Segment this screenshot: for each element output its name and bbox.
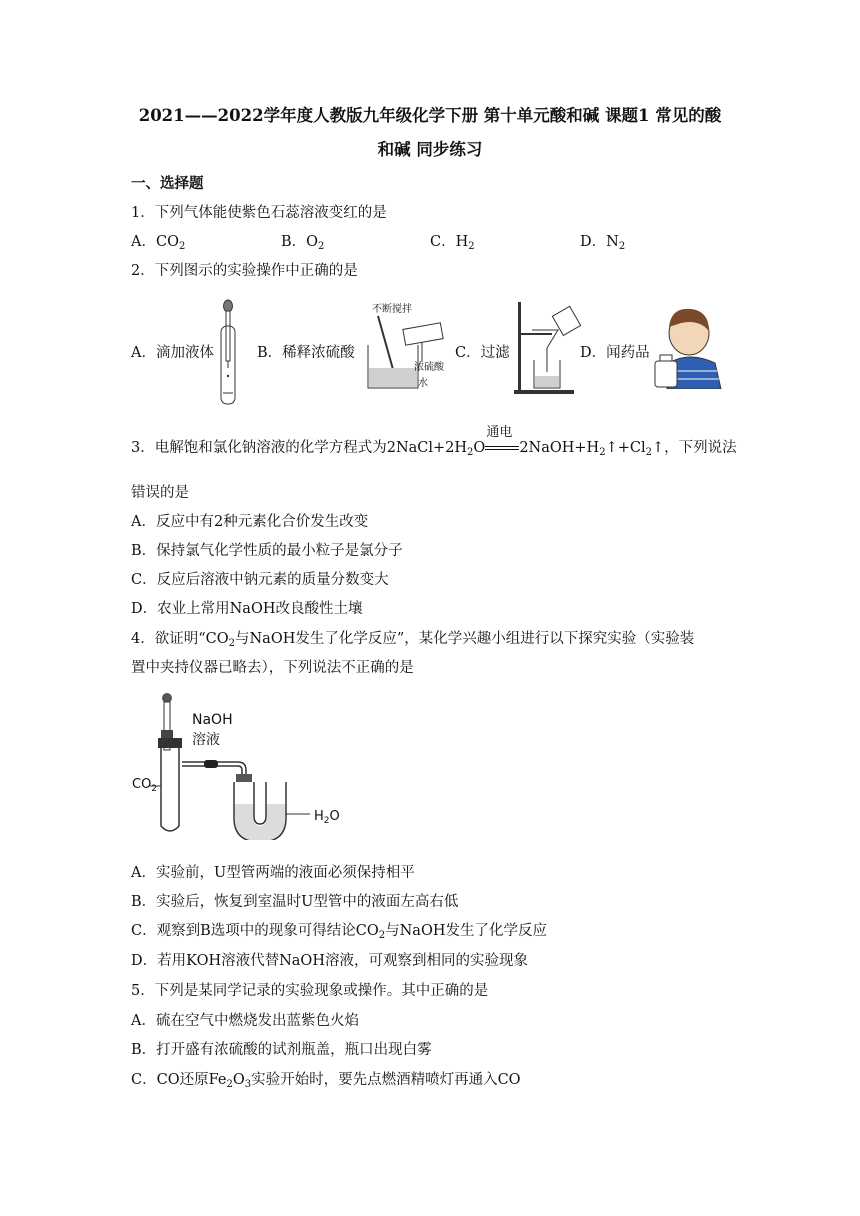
question-3-stem: 3．电解饱和氯化钠溶液的化学方程式为$2NaCl+2H_2O$ 通电 $2NaOH+H_2↑+Cl_2↑$，下列说法 xyxy=(131,425,737,458)
fig-label-co2: $CO_2$ xyxy=(132,777,158,794)
q3-option-d: D．农业上常用NaOH改良酸性土壤 xyxy=(131,601,363,617)
q2-option-a-label: A．滴加液体 xyxy=(131,345,214,361)
question-4-stem: 4．欲证明“$CO_2$与NaOH发生了化学反应”，某化学兴趣小组进行以下探究实验（实验装 xyxy=(131,631,695,649)
filtration-figure xyxy=(512,300,584,396)
equation-left: $2NaCl+2H_2O$ xyxy=(386,440,486,458)
fig-label-stirring: 不断搅拌 xyxy=(372,304,412,315)
q4-option-a: A．实验前，U型管两端的液面必须保持相平 xyxy=(131,865,415,881)
q3-option-b: B．保持氯气化学性质的最小粒子是氯分子 xyxy=(131,543,403,559)
q1-option-a: A．$CO_2$ xyxy=(131,234,186,252)
fig-label-h2o: $H_2O$ xyxy=(314,809,340,826)
question-4-stem-line2: 置中夹持仪器已略去），下列说法不正确的是 xyxy=(131,660,414,676)
question-1-stem: 1．下列气体能使紫色石蕊溶液变红的是 xyxy=(131,205,387,221)
question-5-stem: 5．下列是某同学记录的实验现象或操作。其中正确的是 xyxy=(131,983,489,999)
fig-label-naoh: NaOH xyxy=(192,712,233,728)
question-3-stem-line2: 错误的是 xyxy=(131,485,189,501)
equation-condition-arrow: 通电 xyxy=(485,438,519,458)
dilution-figure xyxy=(360,300,456,394)
fig-label-water: 水 xyxy=(418,378,428,389)
q5-option-b: B．打开盛有浓硫酸的试剂瓶盖，瓶口出现白雾 xyxy=(131,1042,432,1058)
q1-option-b: B．$O_2$ xyxy=(281,234,325,252)
q2-option-b-label: B．稀释浓硫酸 xyxy=(257,345,355,361)
q3-option-a: A．反应中有2种元素化合价发生改变 xyxy=(131,514,369,530)
q1-option-c: C．$H_2$ xyxy=(430,234,475,252)
equation-right: $2NaOH+H_2↑+Cl_2↑$ xyxy=(519,440,665,458)
q4-option-b: B．实验后，恢复到室温时U型管中的液面左高右低 xyxy=(131,894,459,910)
q3-option-c: C．反应后溶液中钠元素的质量分数变大 xyxy=(131,572,389,588)
document-title-line1: 2021——2022学年度人教版九年级化学下册 第十单元酸和碱 课题1 常见的酸 xyxy=(138,106,722,125)
q5-option-c: C．CO还原$Fe_2O_3$实验开始时，要先点燃酒精喷灯再通入CO xyxy=(131,1072,521,1090)
q2-option-d-label: D．闻药品 xyxy=(580,345,650,361)
q5-option-a: A．硫在空气中燃烧发出蓝紫色火焰 xyxy=(131,1013,359,1029)
q1-option-d: D．$N_2$ xyxy=(580,234,626,252)
dropper-figure xyxy=(215,298,245,410)
q4-option-d: D．若用KOH溶液代替NaOH溶液，可观察到相同的实验现象 xyxy=(131,953,528,969)
q4-option-c: C．观察到B选项中的现象可得结论$CO_2$与NaOH发生了化学反应 xyxy=(131,923,547,941)
smelling-figure xyxy=(651,305,723,389)
q2-option-c-label: C．过滤 xyxy=(455,345,510,361)
fig-label-solution: 溶液 xyxy=(192,732,220,748)
co2-naoh-apparatus-figure xyxy=(128,690,358,840)
fig-label-acid: 浓硫酸 xyxy=(414,362,444,373)
section-heading: 一、选择题 xyxy=(131,175,204,192)
document-title-line2: 和碱 同步练习 xyxy=(377,140,483,159)
question-2-stem: 2．下列图示的实验操作中正确的是 xyxy=(131,263,358,279)
